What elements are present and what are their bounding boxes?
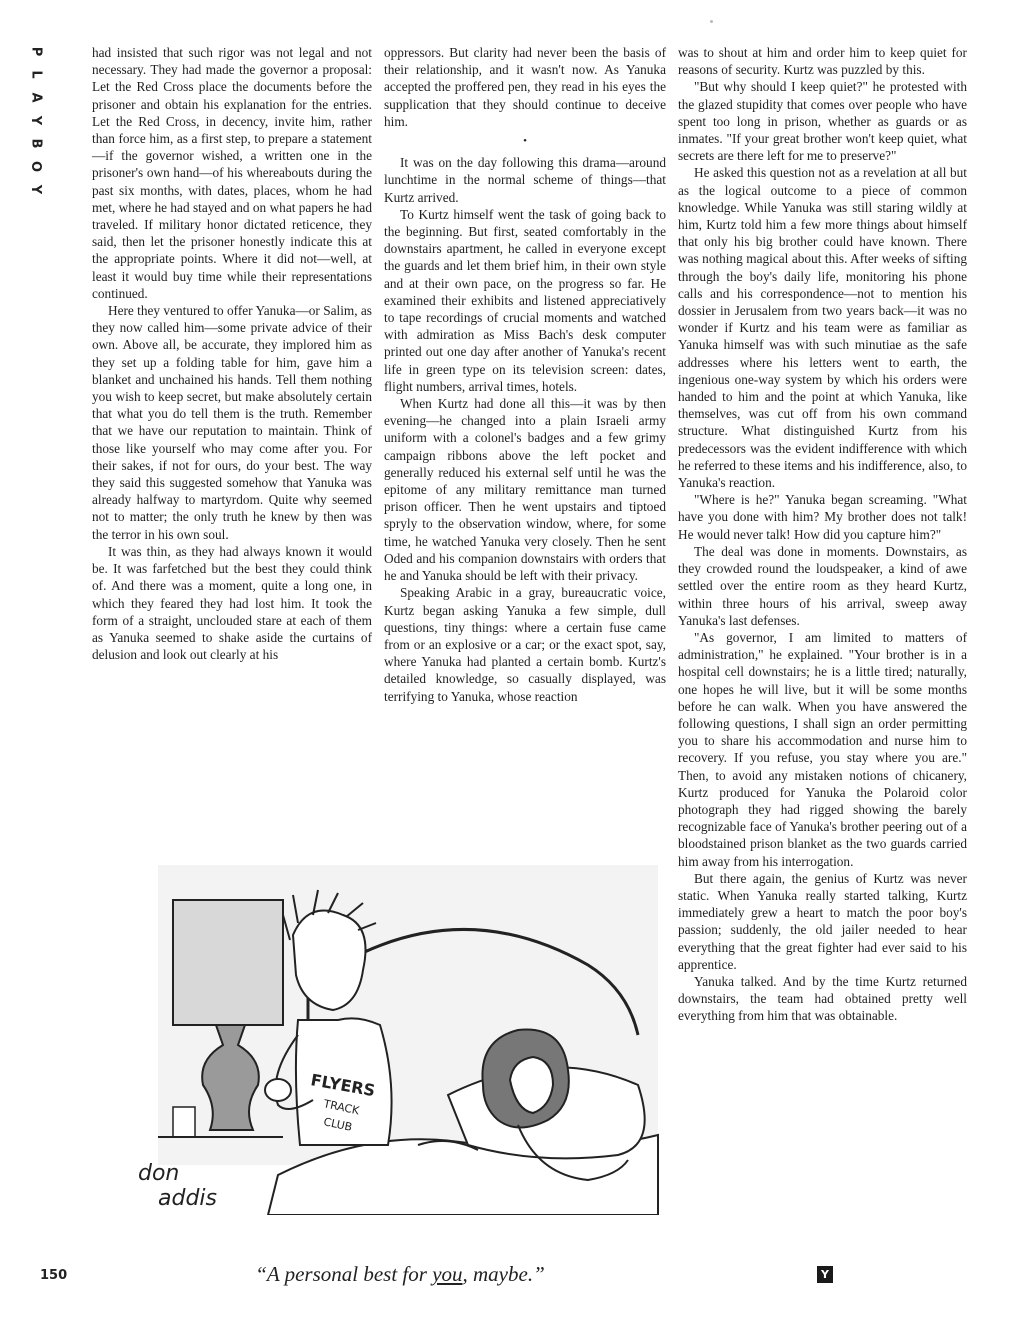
paragraph: oppressors. But clarity had never been the basis of their relationship, and it wasn't now. As Yanuka accepted the proffered pen, they read in his eyes the supplication that they should continue to deceive him.	[384, 45, 666, 129]
caption-part: , maybe.”	[462, 1262, 545, 1286]
cartoon-illustration	[118, 845, 664, 1215]
paragraph: It was thin, as they had always known it would be. It was farfetched but the best they could think of. And there was a moment, quite a long one, in which they feared they had lost him. It took the form of a straight, unclouded stare at each of them as Yanuka seemed to shake aside the curtains of delusion and look out clearly at his	[92, 543, 372, 663]
section-break: •	[523, 135, 527, 148]
paragraph: To Kurtz himself went the task of going back to the beginning. But first, seated comfortably in the downstairs apartment, he called in everyone except the guards and let them brief him, in their own style and at their own pace, on the progress so far. He examined their exhibits and listened appreciatively to tape recordings of crucial moments and watched with admiration as Miss Bach's desk computer printed out one day after another of Yanuka's recent life in green type on its television screen: dates, flight numbers, arrival times, hotels.	[384, 206, 666, 394]
side-tab-letter: A	[28, 92, 44, 103]
paragraph: He asked this question not as a revelation at all but as the logical outcome to a piece of common knowledge. While Yanuka was still staring wildly at him, Kurtz told him a few more things about himself that only his big brother could have known. There was nothing magical about this. After weeks of sifting through the boy's daily life, monitoring his phone calls and his correspondence—not to mention his dossier in Jerusalem from two years back—it was no wonder if Kurtz and his team were as familiar as Yanuka himself was with such minutiae as the safe addresses where his letters went to earth, the ingenious one-way system by which his orders were handed to him and the point at which Yanuka, like themselves, was cut off from his own command structure. What distinguished Kurtz from his predecessors was the evident indifference with which he referred to these items and his indifference, also, to Yanuka's reaction.	[678, 165, 967, 491]
paragraph: "But why should I keep quiet?" he protested with the glazed stupidity that comes over people who have spent too long in prison, whether as guards or as inmates. "If your great brother won't keep quiet, what secrets are there left for me to preserve?"	[678, 79, 967, 164]
signature-line1: don	[138, 1161, 180, 1186]
paragraph: had insisted that such rigor was not legal and not necessary. They had made the governor a proposal: Let the Red Cross place the documents before the prisoner and obtain his explanation for the entries. Let the Red Cross, in decency, invite him, rather than force him, as a first step, to prepare a statement—if the governor wished, a written one in the prisoner's own hand—of his whereabouts during the past six months, with dates, places, whom he had met, where he had stayed and on what papers he had traveled. If military honor dictated reticence, they said, then let the prisoner honestly indicate this at the appropriate points. Where it did not—well, at least it would buy time while their representations continued.	[92, 45, 372, 301]
paragraph: Here they ventured to offer Yanuka—or Salim, as they now called him—some private advice of their own. Above all, be accurate, they implored him as they set up a folding table for him, gave him a blanket and unchained his hands. Tell them nothing you wish to keep secret, but make absolutely certain that what you do tell them is the truth. Remember that we have our reputation to maintain. Think of those like yourself who may come after you. For their sakes, if not for ours, do your best. The way they said this suggested somehow that Yanuka was already halfway to martyrdom. Quite why seemed not to matter; the only truth he knew by then was the terror in his own soul.	[92, 303, 372, 542]
glass	[173, 1107, 195, 1137]
paragraph: Speaking Arabic in a gray, bureaucratic voice, Kurtz began asking Yanuka a few simple, dull questions, tiny things: where a certain fuse came from or an explosive or a car; or the exact spot, say, where Yanuka had planted a certain bomb. Kurtz's detailed knowledge, so casually displayed, was terrifying to Yanuka, whose reaction	[384, 585, 666, 704]
side-tab-letter: P	[28, 46, 44, 57]
text-column-1	[92, 44, 372, 663]
caption-part: “A personal best for	[255, 1262, 433, 1286]
signature-line2: addis	[158, 1186, 217, 1211]
side-tab-letter: Y	[28, 184, 44, 195]
paragraph: "Where is he?" Yanuka began screaming. "What have you done with him? My brother does not talk! He would never talk! How did you capture him?"	[678, 492, 967, 542]
text-column-3	[678, 44, 967, 1025]
magazine-side-tab	[20, 40, 52, 201]
cartoon-caption	[170, 1262, 630, 1287]
speck	[710, 20, 713, 23]
paragraph: The deal was done in moments. Downstairs, as they crowded round the loudspeaker, a kind of awe settled over the entire room as they heard Kurtz, within three hours of his arrival, sweep away Yanuka's last defenses.	[678, 543, 967, 628]
side-tab-letter: Y	[28, 115, 44, 126]
shirt-subtext-club: CLUB	[322, 1115, 354, 1134]
lamp-shade	[173, 900, 283, 1025]
page-number: 150	[40, 1268, 68, 1283]
side-tab-letter: L	[28, 70, 44, 79]
end-mark-icon: Y	[817, 1266, 833, 1283]
shirt-subtext-track: TRACK	[322, 1097, 361, 1118]
paragraph: "As governor, I am limited to matters of administration," he explained. "Your brother is in a hospital cell downstairs; he is a little tired; naturally, one hopes he will live, but it will be some months before he can walk. When you have answered the following questions, I shall sign an order permitting you to share his accommodation and nurse him to recovery. If you refuse, you stay where you are." Then, to avoid any mistaken notions of chicanery, Kurtz produced for Yanuka the Polaroid color photograph they had rigged showing the barely recognizable face of Yanuka's brother peering out of a bloodstained prison blanket as the two guards carried him away from his interrogation.	[678, 629, 967, 869]
paragraph: But there again, the genius of Kurtz was never static. When Yanuka really started talking, Kurtz immediately grew a heart to match the poor boy's passion; suddenly, the old jailer needed to hear everything that the great fighter had ever said to his apprentice.	[678, 870, 967, 972]
shirt-text: FLYERS	[309, 1070, 377, 1101]
paragraph: It was on the day following this drama—around lunchtime in the normal scheme of things—that Kurtz arrived.	[384, 155, 666, 205]
side-tab-letter: B	[28, 138, 44, 149]
side-tab-letter: O	[28, 160, 44, 173]
paragraph: was to shout at him and order him to keep quiet for reasons of security. Kurtz was puzzled by this.	[678, 45, 967, 78]
stopwatch-icon	[265, 1079, 291, 1101]
paragraph: When Kurtz had done all this—it was by then evening—he changed into a plain Israeli army uniform with a colonel's badges and a few grimy campaign ribbons above the left pocket and generally reduced his external self until he was the epitome of any military remittance man turned prison officer. Then he went upstairs and tiptoed spryly to the observation window, where, for some time, he watched Yanuka very closely. Then he sent Oded and his companion downstairs with orders that he and Yanuka should be left with their privacy.	[384, 396, 666, 584]
text-column-2	[384, 44, 666, 705]
caption-emphasis: you	[432, 1262, 463, 1286]
paragraph: Yanuka talked. And by the time Kurtz returned downstairs, the team had obtained pretty well everything from him that was obtainable.	[678, 973, 967, 1024]
